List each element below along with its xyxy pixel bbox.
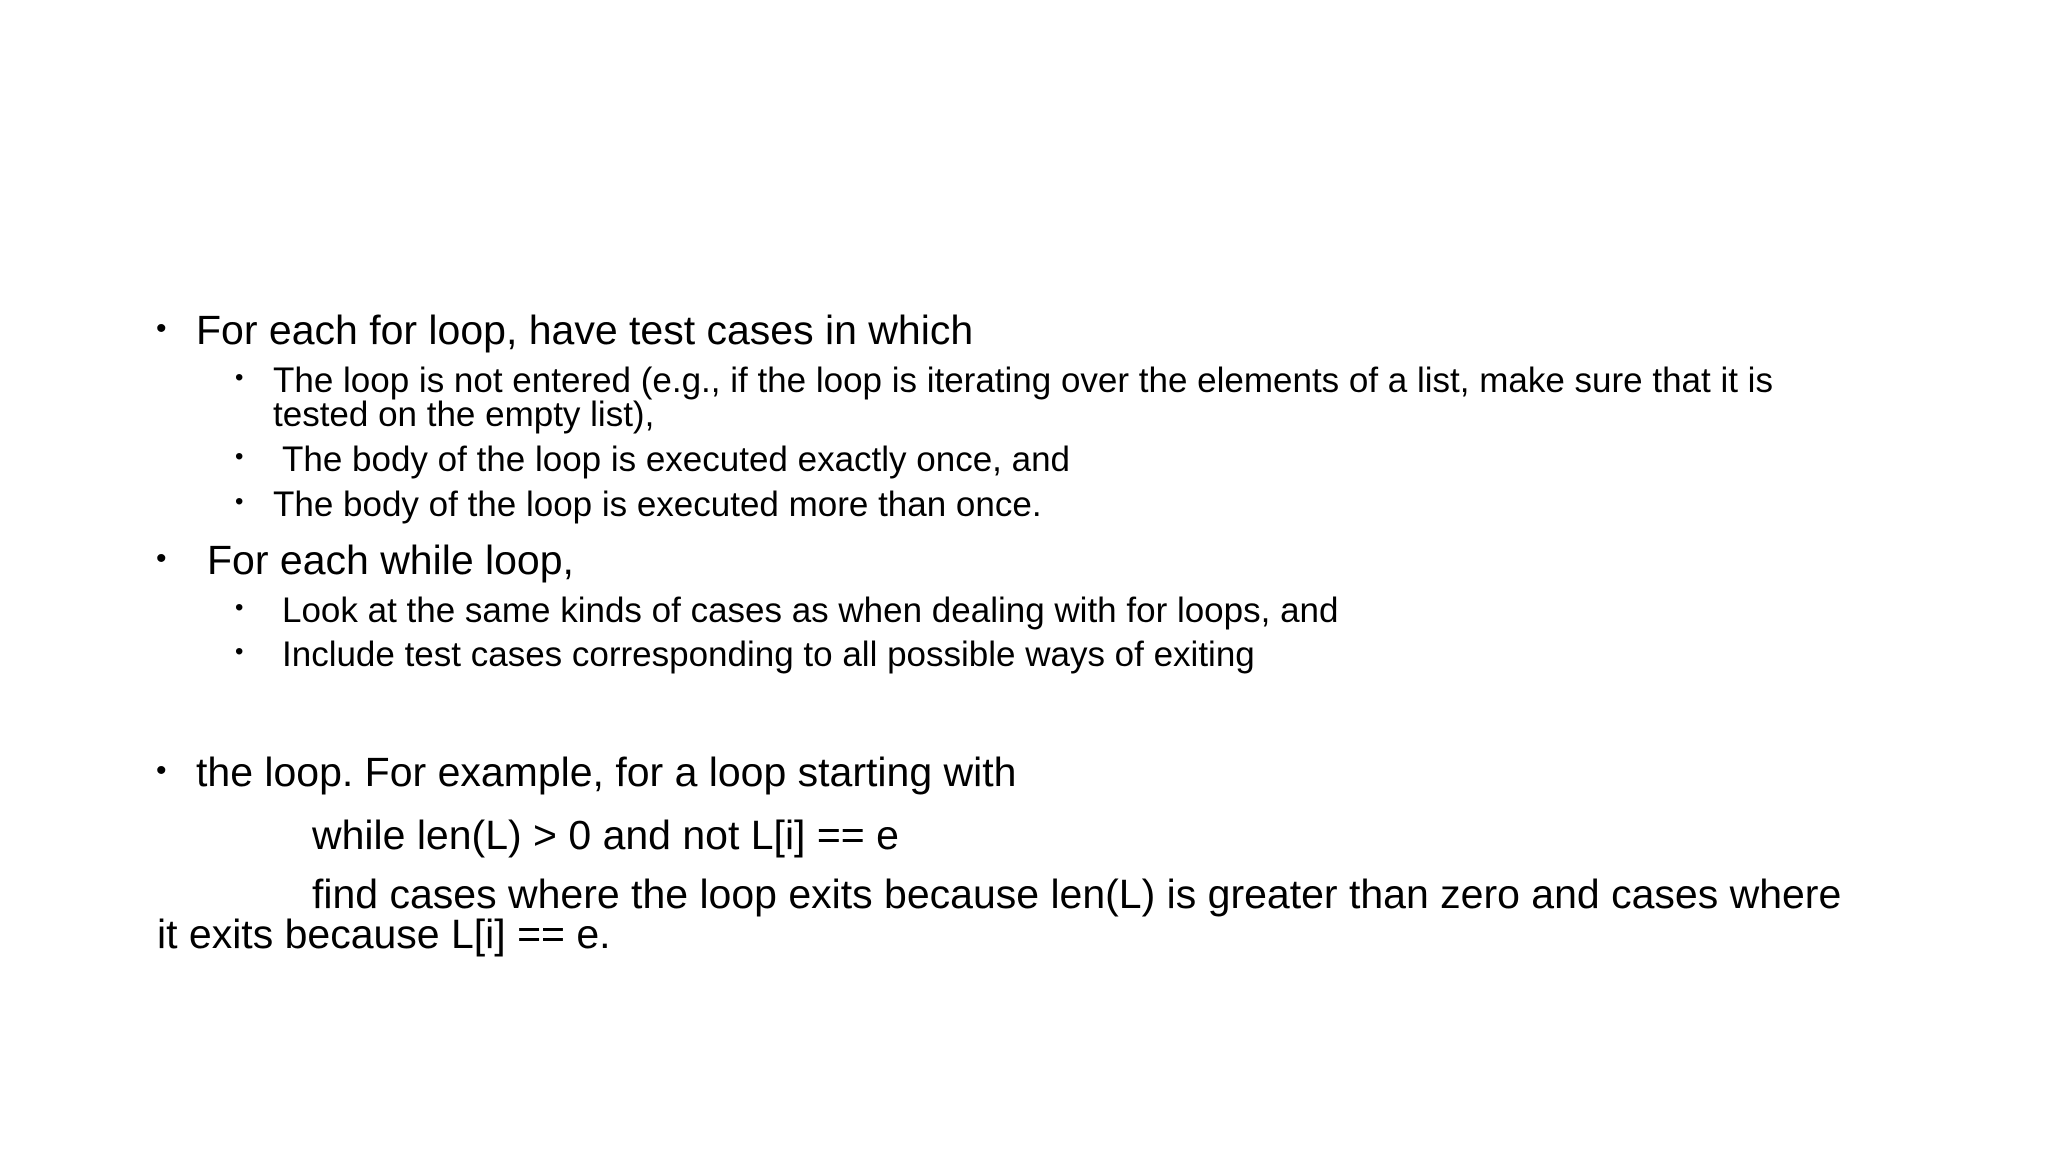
sub-bullet-executed-once: The body of the loop is executed exactly once, and <box>282 440 1071 479</box>
bullet-loop-example: the loop. For example, for a loop starting with <box>196 749 1017 795</box>
sub-bullet-executed-more: The body of the loop is executed more than once. <box>273 485 1042 524</box>
paragraph-find-cases: find cases where the loop exits because len(L) is greater than zero and cases where <box>312 871 1842 917</box>
sub-bullet-loop-not-entered: The loop is not entered (e.g., if the loop is iterating over the elements of a list, make sure that it is <box>273 361 1773 400</box>
bullet-for-loop: For each for loop, have test cases in which <box>196 307 974 353</box>
bullet-marker: • <box>235 638 244 665</box>
sub-bullet-loop-not-entered-cont: tested on the empty list), <box>273 395 655 434</box>
paragraph-find-cases-cont: it exits because L[i] == e. <box>157 911 611 957</box>
bullet-marker: • <box>235 594 244 621</box>
bullet-marker: • <box>156 754 167 787</box>
bullet-marker: • <box>235 364 244 391</box>
bullet-marker: • <box>156 312 167 345</box>
code-while-condition: while len(L) > 0 and not L[i] == e <box>312 812 899 858</box>
bullet-while-loop: For each while loop, <box>207 537 574 583</box>
bullet-marker: • <box>235 443 244 470</box>
bullet-marker: • <box>156 542 167 575</box>
sub-bullet-exit-ways: Include test cases corresponding to all possible ways of exiting <box>282 635 1255 674</box>
sub-bullet-same-kinds: Look at the same kinds of cases as when dealing with for loops, and <box>282 591 1339 630</box>
bullet-marker: • <box>235 488 244 515</box>
